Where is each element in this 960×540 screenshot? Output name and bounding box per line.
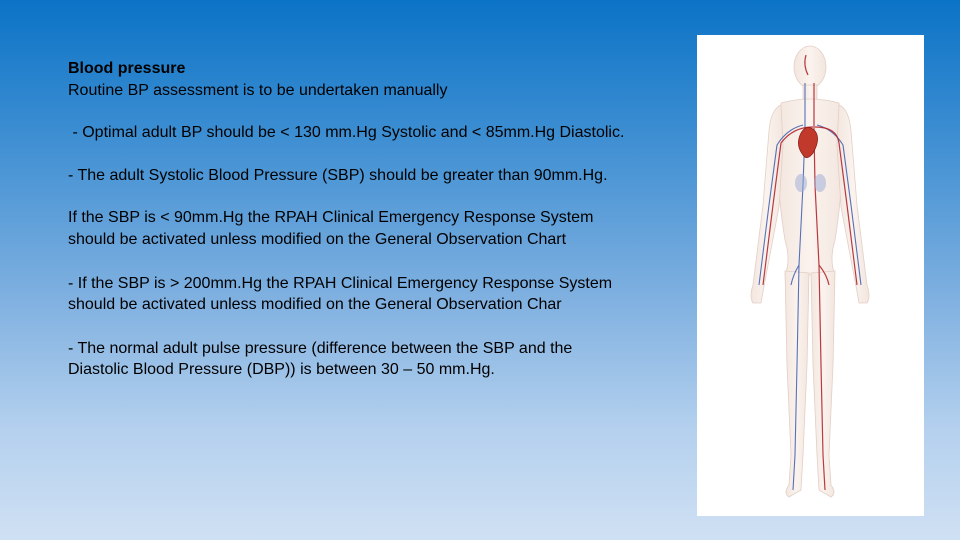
slide-subtitle: Routine BP assessment is to be undertaken manually xyxy=(68,81,448,99)
slide-text xyxy=(68,58,628,381)
slide-title: Blood pressure xyxy=(68,60,186,77)
paragraph-sbp-low-response: If the SBP is < 90mm.Hg the RPAH Clinical Emergency Response System should be activated unless modified on the General Observation Chart xyxy=(68,209,594,248)
circulatory-system-image xyxy=(697,35,924,516)
paragraph-sbp-minimum: - The adult Systolic Blood Pressure (SBP) should be greater than 90mm.Hg. xyxy=(68,166,608,184)
paragraph-sbp-high-response: - If the SBP is > 200mm.Hg the RPAH Clinical Emergency Response System should be activated unless modified on the General Observation Char xyxy=(68,274,613,314)
paragraph-pulse-pressure: - The normal adult pulse pressure (difference between the SBP and the Diastolic Blood Pressure (DBP)) is between 30 – 50 mm.Hg. xyxy=(68,339,573,379)
circulatory-system-figure-icon xyxy=(697,35,924,516)
paragraph-optimal-bp: - Optimal adult BP should be < 130 mm.Hg Systolic and < 85mm.Hg Diastolic. xyxy=(68,124,625,142)
